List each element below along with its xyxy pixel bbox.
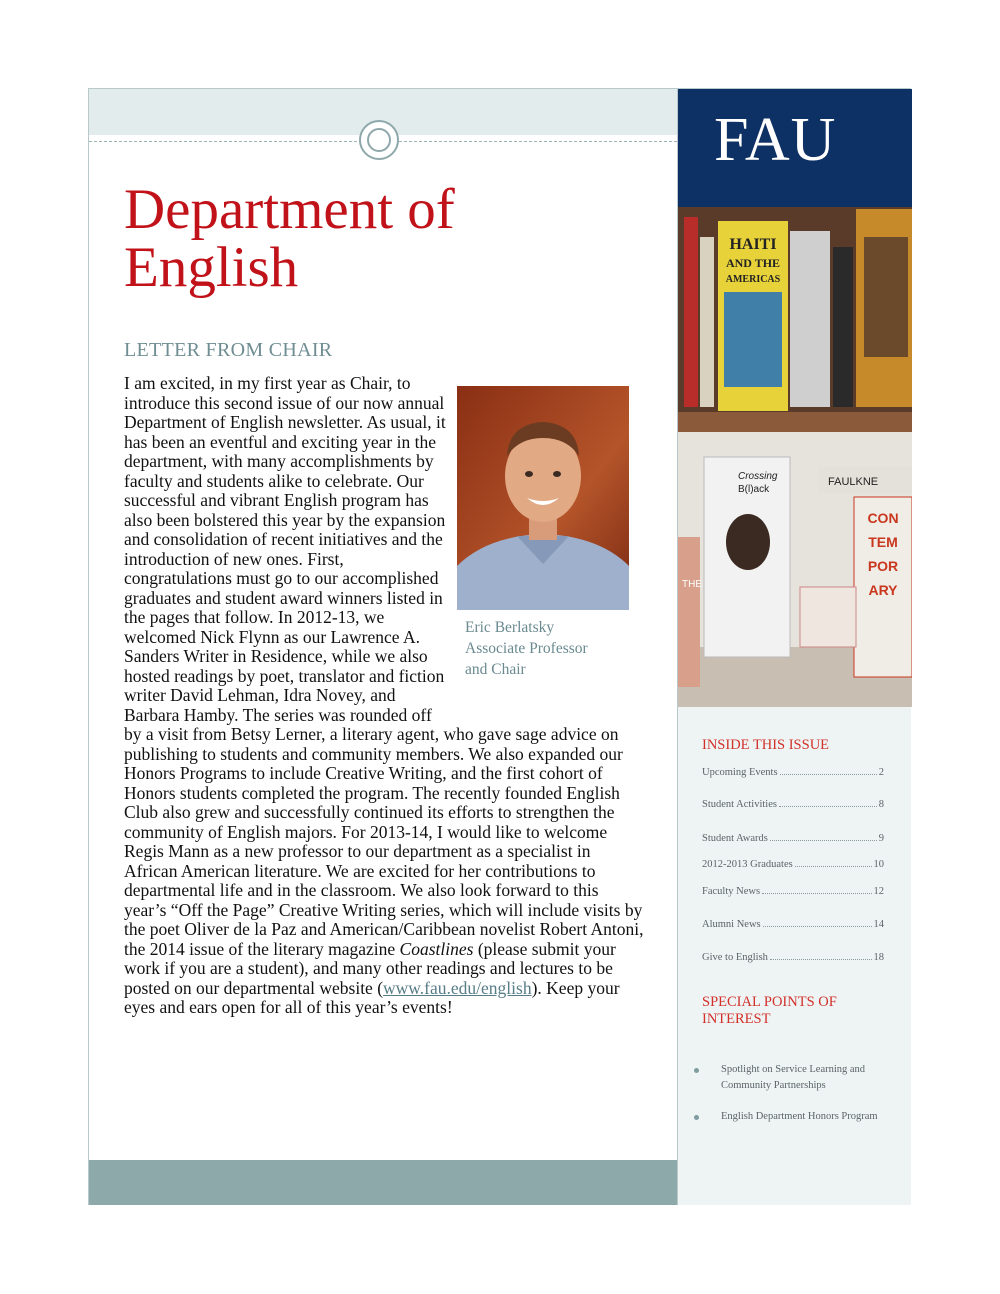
bookshelf-image — [678, 207, 912, 707]
bullet-icon — [694, 1068, 699, 1073]
caption-role-line-2: and Chair — [465, 661, 526, 678]
toc-item[interactable]: Alumni News 14 — [702, 919, 884, 930]
toc-item[interactable]: Upcoming Events 2 — [702, 767, 884, 778]
toc-item[interactable]: Student Awards 9 — [702, 833, 884, 844]
sidebar: FAU HAITI AND THE AMERICAS THE Crossing B(l)ack FAULKNE CON TEM POR ARY INSIDE THIS ISSUE Upcoming Events 2 Student Activities 8 Student Awards 9 2012-2013 Graduates 10 Faculty News 12 Alumni News 14 Give to English 18 SPECIAL POINTS OF INTEREST Spotlight on Service Learning and Community Partnerships English Department Honors Program — [677, 89, 911, 1205]
svg-text:FAULKNE: FAULKNE — [828, 476, 879, 488]
toc-item[interactable]: Faculty News 12 — [702, 886, 884, 897]
fau-logo: FAU — [714, 106, 837, 174]
inside-issue-heading: INSIDE THIS ISSUE — [702, 737, 830, 753]
toc-item[interactable]: Student Activities 8 — [702, 799, 884, 810]
department-website-link[interactable]: www.fau.edu/english — [383, 977, 532, 998]
letter-text-2: (please submit your work if you are a student), and many other readings and lectures to be posted on our departmental website ( — [124, 938, 616, 998]
letter-text-1: I am excited, in my first year as Chair, to introduce this second issue of our now annual Department of English newsletter. As usual, it has been an eventful and exciting year in the department, with many accomplishments by faculty and students alike to celebrate. Our successful and vibrant English program has also been bolstered this year by the expansion and consolidation of recent initiatives and the introduction of new ones. First, congratulations must go to our accomplished graduates and student award winners listed in the pages that follow. In 2012-13, we welcomed Nick Flynn as our Lawrence A. Sanders Writer in Residence, while we also hosted readings by poet, translator and fiction writer David Lehman, Idra Novey, and Barbara Hamby. The series was rounded off by a visit from Betsy Lerner, a literary agent, who gave sage advice on publishing to students and community members. We also expanded our Honors Programs to include Creative Writing, and the first cohort of Honors students completed the program. The recently founded English Club also grew and successfully continued its efforts to strengthen the community of English majors. For 2013-14, I would like to welcome Regis Mann as a new professor to our department as a specialist in African American literature. We are excited for her contributions to departmental life and in the classroom. We also look forward to this year’s “Off the Page” Creative Writing series, which will include visits by the poet Oliver de la Paz and American/Caribbean novelist Robert Antoni, the 2014 issue of the literary magazine — [124, 373, 644, 959]
toc-item[interactable]: 2012-2013 Graduates 10 — [702, 859, 884, 870]
svg-text:TEM: TEM — [868, 534, 898, 550]
svg-text:CON: CON — [867, 510, 899, 526]
svg-text:Crossing: Crossing — [738, 471, 778, 482]
chair-photo — [457, 386, 629, 610]
magazine-name: Coastlines — [399, 938, 474, 959]
ring-ornament-icon — [359, 120, 399, 160]
special-points-heading: SPECIAL POINTS OF INTEREST — [702, 994, 837, 1027]
footer-band — [89, 1160, 677, 1205]
logo-box — [678, 89, 912, 207]
letter-heading: LETTER FROM CHAIR — [124, 339, 333, 361]
photo-caption — [465, 617, 588, 680]
newsletter-title: Department of English — [124, 178, 455, 299]
svg-text:POR: POR — [867, 558, 899, 574]
svg-text:AND THE: AND THE — [725, 256, 781, 270]
caption-name: Eric Berlatsky — [465, 619, 555, 636]
newsletter-page — [88, 88, 911, 1205]
letter-text-3: ). Keep your eyes and ears open for all of this year’s events! — [124, 977, 620, 1017]
bullet-icon — [694, 1115, 699, 1120]
svg-text:HAITI: HAITI — [729, 236, 777, 253]
toc-item[interactable]: Give to English 18 — [702, 952, 884, 963]
svg-text:AMERICAS: AMERICAS — [725, 274, 781, 285]
caption-role-line-1: Associate Professor — [465, 640, 588, 657]
svg-text:ARY: ARY — [868, 582, 898, 598]
svg-text:THE: THE — [682, 579, 702, 590]
svg-text:B(l)ack: B(l)ack — [738, 484, 770, 495]
